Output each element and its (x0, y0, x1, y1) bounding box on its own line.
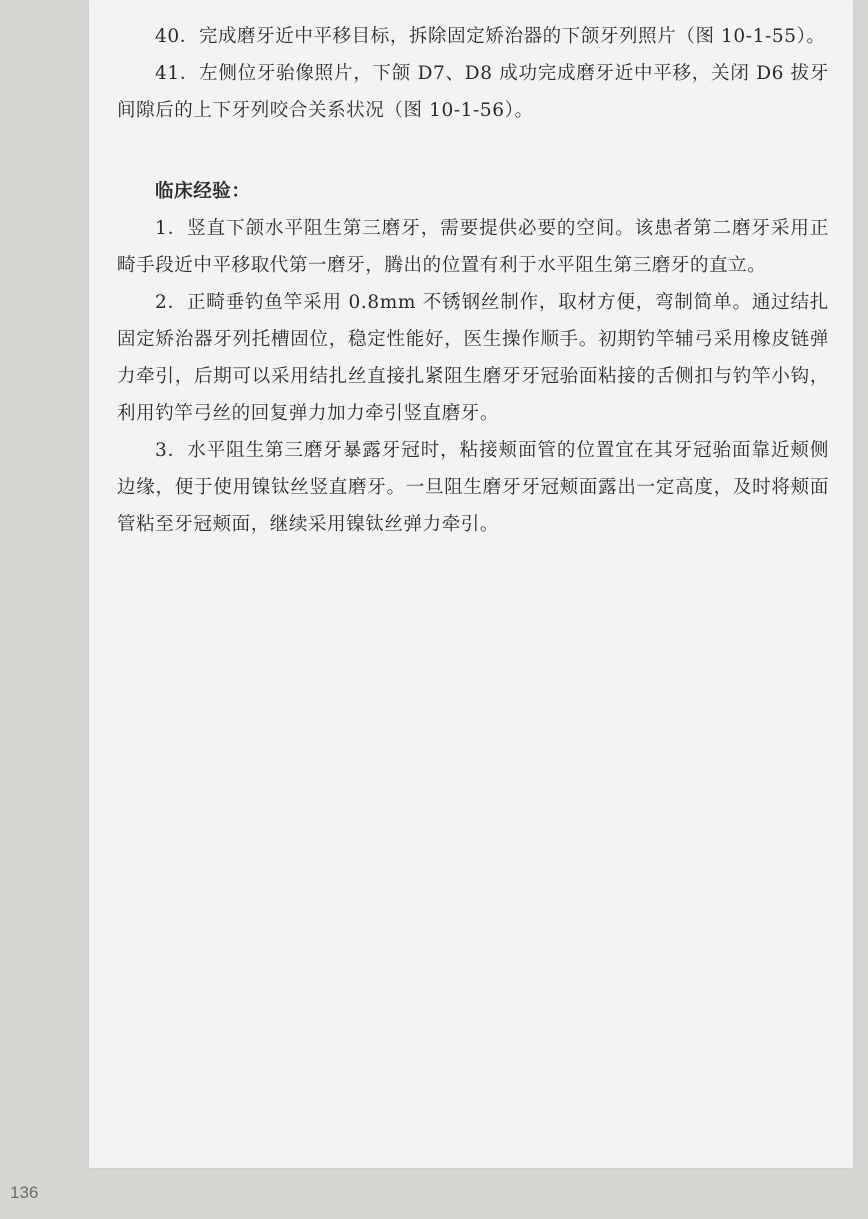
paragraph-experience-2: 2．正畸垂钓鱼竿采用 0.8mm 不锈钢丝制作，取材方便，弯制简单。通过结扎固定矫治器牙列托槽固位，稳定性能好，医生操作顺手。初期钓竿辅弓采用橡皮链弹力牵引，后期可以采用结扎丝直接扎紧阻生磨牙牙冠骀面粘接的舌侧扣与钓竿小钩，利用钓竿弓丝的回复弹力加力牵引竖直磨牙。 (117, 292, 829, 424)
paragraph-experience-3: 3．水平阻生第三磨牙暴露牙冠时，粘接颊面管的位置宜在其牙冠骀面靠近颊侧边缘，便于使用镍钛丝竖直磨牙。一旦阻生磨牙牙冠颊面露出一定高度，及时将颊面管粘至牙冠颊面，继续采用镍钛丝弹力牵引。 (117, 440, 829, 535)
paragraph-step-41: 41．左侧位牙骀像照片，下颌 D7、D8 成功完成磨牙近中平移，关闭 D6 拔牙间隙后的上下牙列咬合关系状况（图 10-1-56）。 (117, 63, 829, 121)
section-spacer (117, 129, 829, 173)
paragraph-step-40: 40．完成磨牙近中平移目标，拆除固定矫治器的下颌牙列照片（图 10-1-55）。 (155, 26, 826, 47)
section-heading-clinical-experience: 临床经验： (155, 181, 251, 202)
page-number: 136 (10, 1183, 39, 1202)
page-content (117, 18, 829, 543)
paragraph-experience-1: 1．竖直下颌水平阻生第三磨牙，需要提供必要的空间。该患者第二磨牙采用正畸手段近中平移取代第一磨牙，腾出的位置有利于水平阻生第三磨牙的直立。 (117, 218, 829, 276)
